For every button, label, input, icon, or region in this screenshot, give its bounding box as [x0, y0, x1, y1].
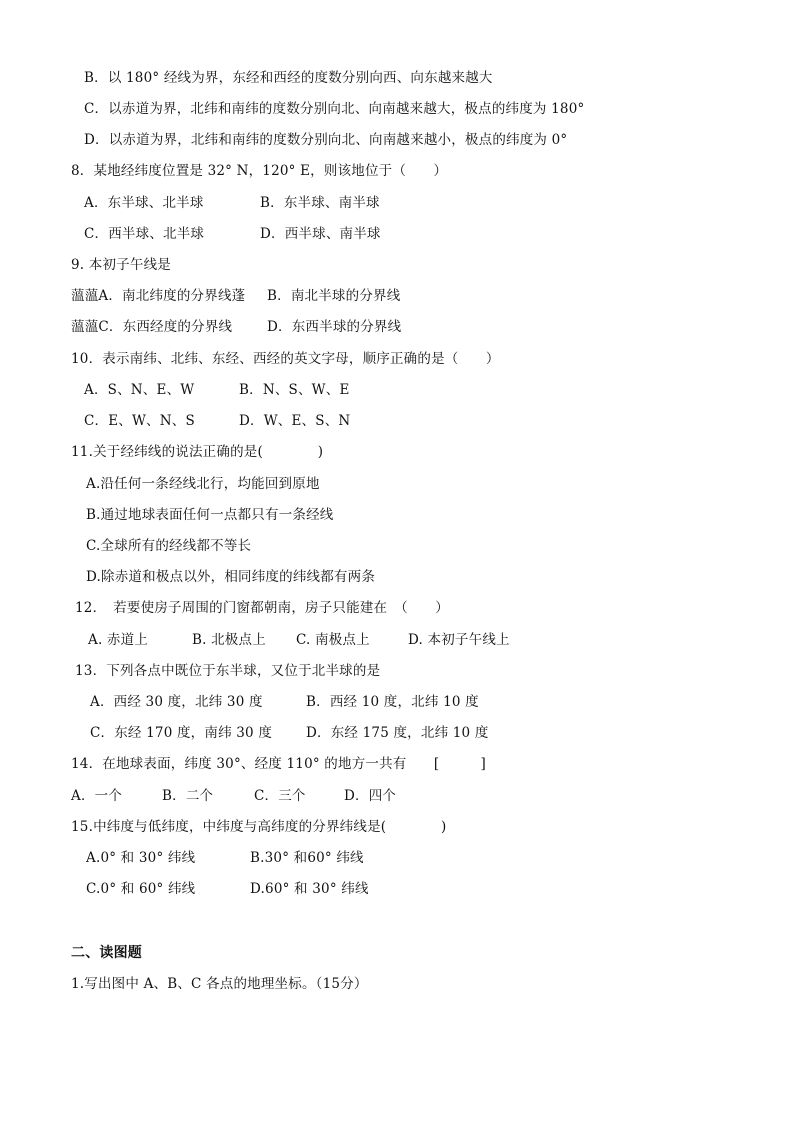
q13-option-a: A．西经 30 度，北纬 30 度 [90, 694, 263, 710]
q14-option-c: C．三个 [254, 788, 306, 804]
q11-stem: 11.关于经纬线的说法正确的是( ) [71, 444, 324, 460]
q7-option-b: B．以 180° 经线为界，东经和西经的度数分别向西、向东越来越大 [84, 70, 493, 86]
q15-options-row2 [86, 879, 369, 899]
q11-option-c: C.全球所有的经线都不等长 [86, 538, 252, 554]
q8-options-row1 [84, 193, 380, 213]
q12-option-b: B. 北极点上 [192, 632, 266, 648]
q15-stem: 15.中纬度与低纬度，中纬度与高纬度的分界纬线是( ) [71, 819, 447, 835]
q11-option-a: A.沿任何一条经线北行，均能回到原地 [86, 476, 320, 492]
q9-options-row2 [71, 317, 401, 337]
q9-option-c: 薀薀C．东西经度的分界线 [71, 319, 233, 335]
q15-option-d: D.60° 和 30° 纬线 [250, 881, 369, 897]
q9-option-d: D．东西半球的分界线 [267, 319, 402, 335]
q15-option-c: C.0° 和 60° 纬线 [86, 881, 196, 897]
q9-options-row1 [71, 286, 400, 306]
q8-option-a: A．东半球、北半球 [84, 195, 204, 211]
q8-option-b: B．东半球、南半球 [260, 195, 380, 211]
q10-stem: 10．表示南纬、北纬、东经、西经的英文字母，顺序正确的是（ ） [71, 351, 500, 367]
q8-stem: 8．某地经纬度位置是 32° N，120° E，则该地位于（ ） [71, 163, 448, 179]
q9-stem: 9. 本初子午线是 [71, 257, 171, 273]
q10-option-d: D．W、E、S、N [239, 413, 351, 429]
q14-option-d: D．四个 [344, 788, 397, 804]
q8-option-c: C．西半球、北半球 [84, 226, 205, 242]
q11-option-d: D.除赤道和极点以外，相同纬度的纬线都有两条 [86, 569, 376, 585]
map-question-1: 1.写出图中 A、B、C 各点的地理坐标。（15分） [71, 976, 368, 992]
q9-option-b: B．南北半球的分界线 [267, 288, 401, 304]
q12-options [88, 630, 510, 650]
q15-options-row1 [86, 848, 364, 868]
q11-option-b: B.通过地球表面任何一点都只有一条经线 [86, 507, 334, 523]
q8-options-row2 [84, 224, 381, 244]
q14-option-a: A．一个 [71, 788, 123, 804]
q12-option-d: D. 本初子午线上 [408, 632, 510, 648]
q15-option-a: A.0° 和 30° 纬线 [86, 850, 196, 866]
q13-options-row1 [90, 692, 479, 712]
q14-options [71, 786, 396, 806]
q10-options-row1 [84, 380, 350, 400]
q10-option-b: B．N、S、W、E [239, 382, 350, 398]
q10-option-c: C．E、W、N、S [84, 413, 195, 429]
q9-option-a: 薀薀A．南北纬度的分界线蓬 [71, 288, 246, 304]
q12-stem: 12． 若要使房子周围的门窗都朝南，房子只能建在 （ ） [75, 600, 449, 616]
q12-option-c: C. 南极点上 [296, 632, 370, 648]
q10-options-row2 [84, 411, 350, 431]
q13-option-d: D．东经 175 度，北纬 10 度 [306, 725, 489, 741]
q14-option-b: B．二个 [162, 788, 214, 804]
q8-option-d: D．西半球、南半球 [260, 226, 381, 242]
q14-stem: 14．在地球表面，纬度 30°、经度 110° 的地方一共有 [ ] [71, 756, 486, 772]
q15-option-b: B.30° 和60° 纬线 [250, 850, 364, 866]
q7-option-d: D．以赤道为界，北纬和南纬的度数分别向北、向南越来越小，极点的纬度为 0° [84, 132, 568, 148]
q10-option-a: A．S、N、E、W [84, 382, 195, 398]
q12-option-a: A. 赤道上 [88, 632, 149, 648]
q13-option-b: B．西经 10 度，北纬 10 度 [306, 694, 479, 710]
q13-option-c: C．东经 170 度，南纬 30 度 [90, 725, 273, 741]
q13-stem: 13．下列各点中既位于东半球，又位于北半球的是 [75, 663, 381, 679]
q7-option-c: C．以赤道为界，北纬和南纬的度数分别向北、向南越来越大，极点的纬度为 180° [84, 101, 585, 117]
q13-options-row2 [90, 723, 489, 743]
section-heading-map-reading: 二、读图题 [71, 945, 142, 961]
